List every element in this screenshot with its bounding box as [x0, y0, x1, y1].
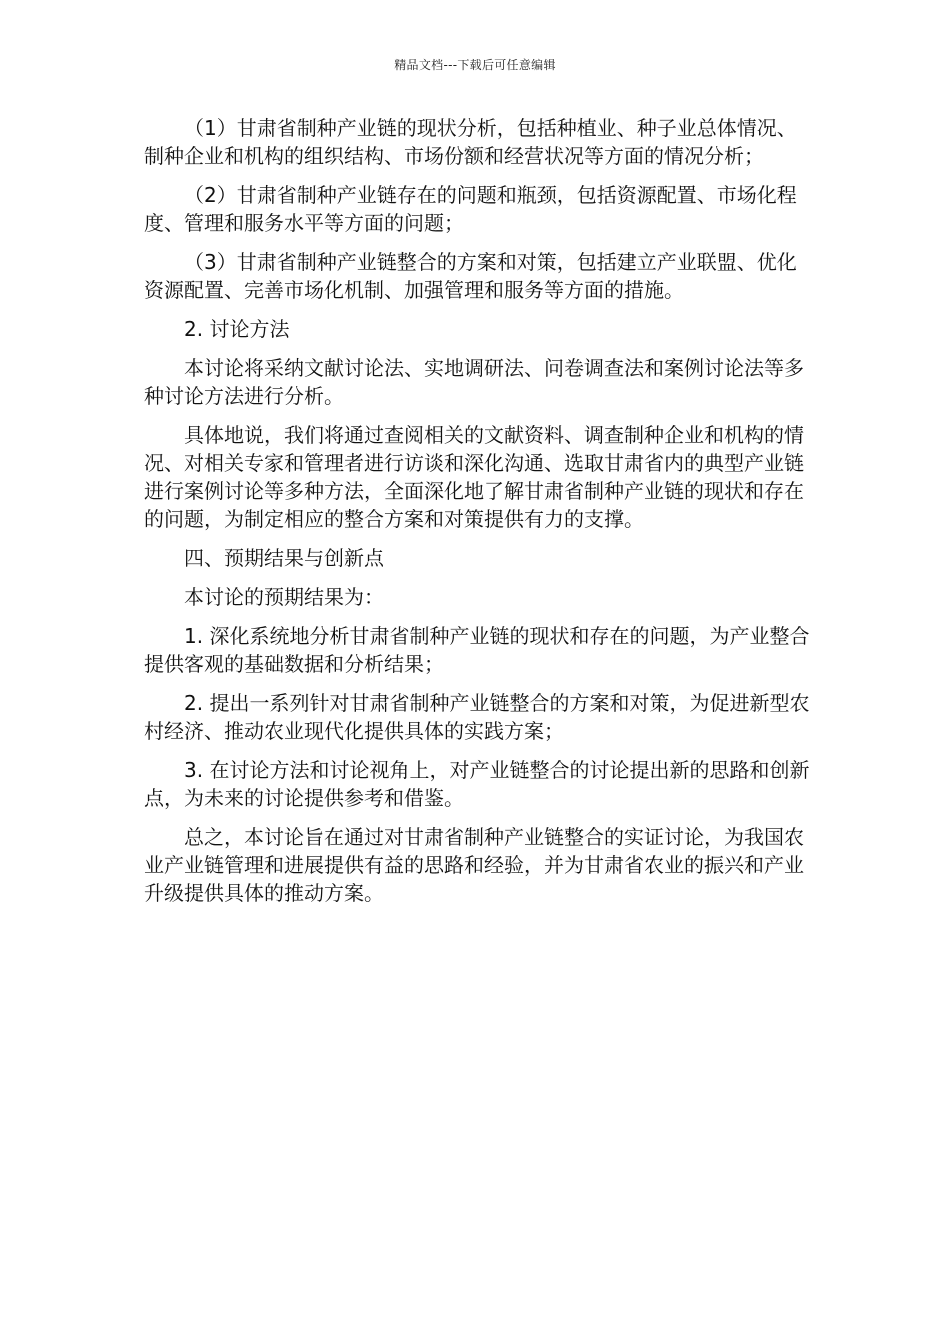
- paragraph-result-item-3: 3. 在讨论方法和讨论视角上，对产业链整合的讨论提出新的思路和创新点，为未来的讨论提供参考和借鉴。: [144, 758, 810, 810]
- paragraph-research-item-2: （2）甘肃省制种产业链存在的问题和瓶颈，包括资源配置、市场化程度、管理和服务水平等方面的问题；: [144, 183, 797, 235]
- paragraph-methods-intro: 本讨论将采纳文献讨论法、实地调研法、问卷调查法和案例讨论法等多种讨论方法进行分析。: [144, 356, 804, 408]
- section-heading-methods: 2. 讨论方法: [184, 317, 290, 341]
- document-body: [144, 114, 816, 918]
- paragraph-result-item-1: 1. 深化系统地分析甘肃省制种产业链的现状和存在的问题，为产业整合提供客观的基础数据和分析结果；: [144, 624, 810, 676]
- paragraph-research-item-1: （1）甘肃省制种产业链的现状分析，包括种植业、种子业总体情况、制种企业和机构的组织结构、市场份额和经营状况等方面的情况分析；: [144, 116, 797, 168]
- section-heading-expected-results: 四、预期结果与创新点: [184, 546, 384, 570]
- paragraph-result-item-2: 2. 提出一系列针对甘肃省制种产业链整合的方案和对策，为促进新型农村经济、推动农业现代化提供具体的实践方案；: [144, 691, 810, 743]
- paragraph-conclusion: 总之，本讨论旨在通过对甘肃省制种产业链整合的实证讨论，为我国农业产业链管理和进展提供有益的思路和经验，并为甘肃省农业的振兴和产业升级提供具体的推动方案。: [144, 825, 804, 905]
- page-header: 精品文档---下载后可任意编辑: [394, 58, 556, 72]
- paragraph-methods-detail: 具体地说，我们将通过查阅相关的文献资料、调查制种企业和机构的情况、对相关专家和管理者进行访谈和深化沟通、选取甘肃省内的典型产业链进行案例讨论等多种方法，全面深化地了解甘肃省制种产业链的现状和存在的问题，为制定相应的整合方案和对策提供有力的支撑。: [144, 423, 804, 531]
- paragraph-results-intro: 本讨论的预期结果为：: [184, 585, 384, 609]
- paragraph-research-item-3: （3）甘肃省制种产业链整合的方案和对策，包括建立产业联盟、优化资源配置、完善市场化机制、加强管理和服务等方面的措施。: [144, 250, 797, 302]
